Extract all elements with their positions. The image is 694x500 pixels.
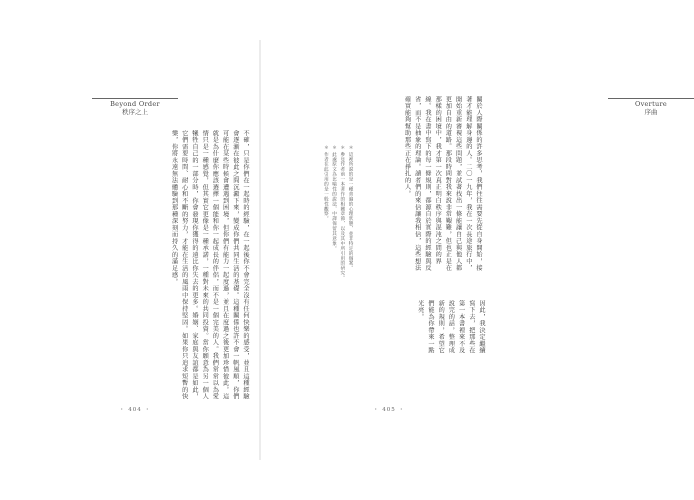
left-page	[0, 0, 258, 500]
footnote-item: ＊ 參見作者前一本著作的相關章節，以及其中所引用的研究。	[339, 145, 345, 281]
footnote-item: ＊ 作者在此引用的是一般性觀察。	[323, 145, 329, 222]
right-page-number: ・ 405 ・	[373, 407, 405, 413]
left-header-english: Beyond Order	[110, 100, 160, 108]
header-rule	[92, 98, 178, 99]
right-running-header	[608, 98, 694, 116]
footnotes	[318, 145, 354, 295]
footnote-item: ＊ 這裡所說的是一種普遍的心理狀態，並非特定的個案。	[348, 145, 353, 271]
header-rule	[608, 98, 694, 99]
left-page-number: ・ 404 ・	[119, 407, 151, 413]
footnote-item: ＊ 此處原文為比喻性的說法，中譯保留其意象。	[331, 145, 337, 251]
right-header-chinese: 序曲	[644, 108, 658, 116]
right-body-text: 關於人際關係的許多思考，我們往往需要先從自身開始，接著才能理解身邊的人。二〇一九年，我在一次長途旅行中，開始重新審視這些問題，並試著找出一條能讓自己與他人都更加自由的道路。那段時間對我來說非常艱難，但也正是在那樣的困境中，我才第一次真正明白秩序與混沌之間的界線。我在書中寫下的每一條規則，都源自於實際的經驗與反省，而不是抽象的理論。讀者們的來信讓我相信，這些想法確實能夠幫助那些正在掙扎的人。	[403, 96, 482, 272]
left-running-header	[92, 98, 178, 116]
right-body-continuation: 因此，我決定繼續寫下去，把那些在第一本書裡來不及說完的話，整理成新的規則，希望它們能為你帶來一點光亮。	[416, 300, 485, 354]
right-header-english: Overture	[634, 100, 668, 108]
book-gutter	[259, 40, 261, 460]
left-header-chinese: 秩序之上	[122, 108, 148, 116]
left-body-text: 不確，只是你們在一起時的經驗，在一起後你不會完全沒有任何快樂的感受，並且這種經驗會逐漸在彼此之間沉澱下來，變成你們共同生活的基礎。這種關係也許不會一帆風順，你們可能在某些時候會遭遇到困境，但你們有能力一起度過，並且在度過之後更加珍惜彼此。這就是為什麼你應該選擇一個能和你一起成長的伴侶，而不是一個完美的人。我們常常以為愛情只是一種感覺，但其實它更像是一種承諾，一種對未來的共同投資。當你願意為另一個人犧牲自己的一部分時，你會發現你獲得的遠比你失去的更多。婚姻、家庭與友誼都是如此，它們需要時間、耐心和不斷的努力，才能在生活的風雨中保持堅固。如果你只追求短暫的快樂，你將永遠無法體驗到那種深刻而持久的滿足感。	[170, 130, 249, 400]
